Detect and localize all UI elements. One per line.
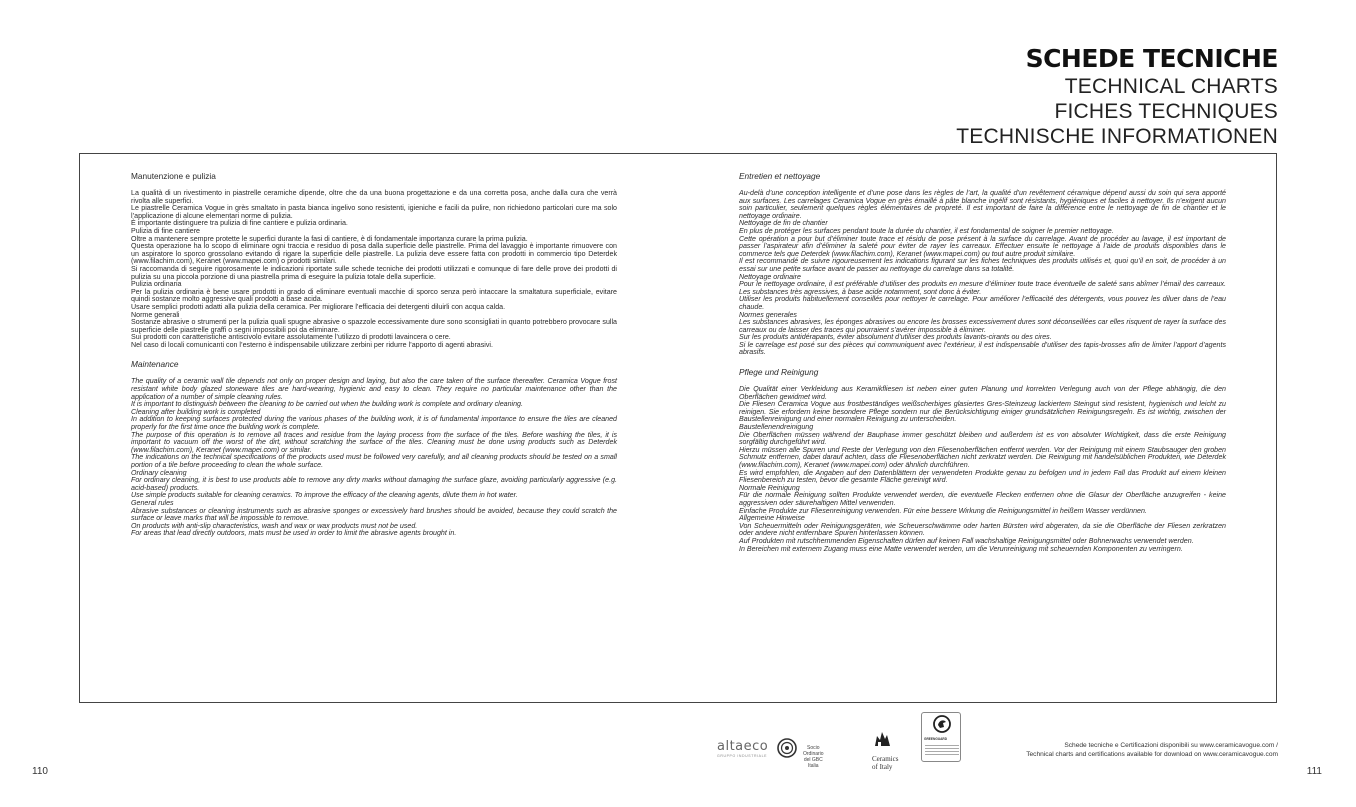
fr-intro: Au-delà d’une conception intelligente et d’une pose dans les règles de l’art, la qualité d’un revêtement céramique dépend aussi du soin qui sera apporté aux surfaces. Les carrelages Ceramica Vogue en grès émaillé à pâte blanche ingélif sont résistants, hygiéniques et faciles à nettoyer. Ils n’exigent aucun soin particulier, seulement quelques règles élémentaires de propreté. Il est important de faire la différence entre le nettoyage de fin de chantier et le nettoyage ordinaire. [739,189,1226,220]
footer-info-line1: Schede tecniche e Certificazioni disponibili su www.ceramicavogue.com / [1064,742,1278,749]
header-subtitle-en: TECHNICAL CHARTS [1064,75,1278,98]
left-column [131,171,617,538]
altaeco-sub: GRUPPO INDUSTRIALE [717,754,768,758]
de-s2-p2: Einfache Produkte zur Fliesenreinigung verwenden. Für eine bessere Wirkung die Reinigungsmittel in heißem Wasser verdünnen. [739,506,1147,515]
gbc-text-line1: Socio Ordinario [803,745,824,757]
footer-info-line2: Technical charts and certifications available for download on www.ceramicavogue.com [1026,750,1278,758]
de-intro2: Die Fliesen Ceramica Vogue aus frostbeständiges weißscherbiges glasiertes Gres-Steinzeug lackiertem Steingut sind resistent, hygienisch und leicht zu reinigen. Sie erfordern keine besondere Pflege sondern nur die Berücksichtigung einiger grundsätzlichen Reinigungsregeln. Es ist wichtig, zwischen der Baustellenreinigung und einer normalen Reinigung zu unterscheiden. [739,400,1226,424]
it-s2-p2: Usare semplici prodotti adatti alla pulizia della ceramica. Per migliorare l’efficacia dei detergenti diluirli con acqua calda. [131,302,506,311]
en-s1-p1: In addition to keeping surfaces protected during the various phases of the building work, it is of fundamental importance to ensure the tiles are cleaned properly for the first time once the building work is complete. [131,415,617,432]
it-s3-p3: Nel caso di locali comunicanti con l’esterno è indispensabile utilizzare zerbini per ridurre l’apporto di agenti abrasivi. [131,340,493,349]
en-s1-p2: The purpose of this operation is to remove all traces and residue from the laying process from the surface of the tiles. Before washing the tiles, it is important to vacuum off the worst of the dirt, without scratching the surface of the tiles. Cleaning must be done using products such as Deterdek (www.filachim.com), Keranet (www.mapei.com) or similar. [131,430,617,454]
right-column [739,171,1226,553]
en-s2-p2: Use simple products suitable for cleaning ceramics. To improve the efficacy of the cleaning agents, dilute them in hot water. [131,491,518,500]
heading-en: Maintenance [131,359,179,370]
de-s3-title: Allgemeine Hinweise [739,514,805,523]
en-s2-p1: For ordinary cleaning, it is best to use products able to remove any dirty marks without damaging the surface glaze, avoiding particularly aggressive (e.g. acid-based) products. [131,476,617,492]
en-s3-p1: Abrasive substances or cleaning instruments such as abrasive sponges or excessively hard brushes should be avoided, because they could scratch the surface or leave marks that will be impossible to remove. [131,506,617,523]
heading-it: Manutenzione e pulizia [131,171,216,181]
de-s1-title: Baustellenendreinigung [739,423,814,432]
greenguard-icon [922,713,962,735]
en-s1-title: Cleaning after building work is completed [131,407,261,416]
section-de [739,367,1226,553]
content-frame [79,153,1277,703]
fr-s1-p3: Il est recommandé de suivre rigoureusement les indications figurant sur les fiches techniques des produits utilisés et, quoi qu’il en soit, de procéder à un essai sur une petite surface avant de passer au nettoyage du carrelage dans sa totalité. [739,257,1226,273]
de-s2-p1: Für die normale Reinigung sollten Produkte verwendet werden, die eventuelle Flecken entfernen ohne die Glasur der Oberfläche anzugreifen - keine aggressiven oder säurehaltigen Mittel verwenden. [739,491,1226,507]
de-s3-p3: In Bereichen mit externem Zugang muss eine Matte verwendet werden, um die Verunreinigung mit scheuernden Komponenten zu verringern. [739,544,1183,553]
fr-s3-p3: Si le carrelage est posé sur des pièces qui communiquent avec l’extérieur, il est indispensable d’utiliser des tapis-brosses afin de limiter l’apport d’agents abrasifs. [739,340,1226,357]
header-subtitle-fr: FICHES TECHNIQUES [1054,100,1278,123]
en-s1-p3: The indications on the technical specifications of the products used must be followed very carefully, and all cleaning products should be tested on a small portion of a tile before proceeding to clean the whole surface. [131,453,617,469]
it-s3-p2: Sui prodotti con caratteristiche antiscivolo evitare assolutamente l’utilizzo di prodotti lavaincera o cere. [131,333,451,342]
fr-s3-p1: Les substances abrasives, les éponges abrasives ou encore les brosses excessivement dures sont déconseillées car elles risquent de rayer la surface des carreaux ou de laisser des traces qui pourraient s’avérer impossible à éliminer. [739,318,1226,334]
page-number-right: 111 [1306,766,1322,777]
section-en [131,359,617,537]
greenguard-badge [921,712,961,762]
gbc-text-line2: del GBC Italia [803,757,823,769]
de-s2-title: Normale Reinigung [739,483,800,492]
fr-s1-p1: En plus de protéger les surfaces pendant toute la durée du chantier, il est fondamental de soigner le premier nettoyage. [739,226,1114,235]
greenguard-fineprint [925,743,959,757]
section-fr [739,171,1226,357]
gbc-text [803,745,824,769]
fr-s1-p2: Cette opération a pour but d’éliminer toute trace et résidu de pose présent à la surface du carrelage. Avant de procéder au lavage, il est important de passer l’aspirateur afin d’éliminer la saleté pour éviter de rayer les carreaux. Effectuer ensuite le nettoyage à l’aide de produits disponibles dans le commerce tels que Deterdek (www.filachim.com), Keranet (www.mapei.com) ou tout autre produit similaire. [739,234,1226,258]
page-number-left: 110 [32,766,48,777]
fr-s2-p1: Pour le nettoyage ordinaire, il est préférable d’utiliser des produits en mesure d’éliminer toute trace éventuelle de saleté sans abîmer l’émail des carreaux. Les substances très agressives, à base acide notamment, sont donc à éviter. [739,280,1226,296]
it-s2-title: Pulizia ordinaria [131,280,182,289]
en-s3-p2: On products with anti-slip characteristics, wash and wax or wax products must not be used. [131,521,418,530]
de-s1-p2: Hierzu müssen alle Spuren und Reste der Verlegung von den Fliesenoberflächen entfernt werden. Vor der Reinigung mit einem Staubsauger den groben Schmutz entfernen, dabei darauf achten, dass die Fliesenoberflächen nicht zerkratzt werden. Die Reinigung mit handelsüblichen Produkten, wie Deterdek (www.filachim.com), Keranet (www.mapei.com) oder ähnlich durchführen. [739,445,1226,469]
de-s3-p1: Von Scheuermitteln oder Reinigungsgeräten, wie Scheuerschwämme oder harten Bürsten wird abgeraten, da sie die Oberfläche der Fliesen zerkratzen oder andere nicht entfernbare Spuren hinterlassen können. [739,521,1226,538]
de-s1-p1: Die Oberflächen müssen während der Bauphase immer geschützt bleiben und außerdem ist es von absoluter Wichtigkeit, dass die erste Reinigung sorgfältig durchgeführt wird. [739,430,1226,447]
gbc-italia-icon [777,738,797,758]
ceramics-of-italy-logo [872,730,898,771]
fr-s3-title: Normes generales [739,310,797,319]
ceramics-of-italy-icon [872,730,894,748]
it-s2-p1: Per la pulizia ordinaria è bene usare prodotti in grado di eliminare eventuali macchie di sporco senza però intaccare la smaltatura superficiale, evitare quindi sostanze molto aggressive quali prodotti a base acida. [131,287,617,304]
en-s3-p3: For areas that lead directly outdoors, mats must be used in order to limit the abrasive agents brought in. [131,529,457,538]
en-intro2: It is important to distinguish between the cleaning to be carried out when the building work is complete and ordinary cleaning. [131,400,523,409]
it-s1-p1: Oltre a mantenere sempre protette le superfici durante la fasi di cantiere, è di fondamentale importanza curare la prima pulizia. [131,234,528,243]
heading-de: Pflege und Reinigung [739,367,819,378]
de-s3-p2: Auf Produkten mit rutschhemmenden Eigenschaften dürfen auf keinen Fall wachshaltige Reinigungsmittel oder Bohnerwachs verwendet werden. [739,536,1194,545]
header-subtitle-de: TECHNISCHE INFORMATIONEN [956,125,1278,148]
it-s1-p2: Questa operazione ha lo scopo di eliminare ogni traccia e residuo di posa dalla superficie delle piastrelle. Prima del lavaggio è importante rimuovere con un aspiratore lo sporco grossolano evitando di rigare la superficie delle piastrelle. La pulizia deve essere fatta con prodotti in commercio tipo Deterdek (www.filachim.com), Keranet (www.mapei.com) o prodotti similari. [131,242,617,266]
greenguard-label: GREENGUARD [924,737,948,741]
altaeco-name: altaeco [717,739,769,754]
fr-s3-p2: Sur les produits antidérapants, éviter absolument d’utiliser des produits lavants-cirants ou des cires. [739,333,1052,342]
fr-s2-p2: Utiliser les produits habituellement conseillés pour nettoyer le carrelage. Pour améliorer l’efficacité des détergents, vous pouvez les diluer dans de l’eau chaude. [739,295,1226,311]
footer-info [1026,742,1278,759]
it-s1-title: Pulizia di fine cantiere [131,226,201,235]
de-s1-p3: Es wird empfohlen, die Angaben auf den Datenblättern der verwendeten Produkte genau zu befolgen und in jedem Fall das Produkt auf einem kleinen Fliesenbereich zu testen, bevor die gesamte Fläche gereinigt wird. [739,468,1226,485]
it-s1-p3: Si raccomanda di seguire rigorosamente le indicazioni riportate sulle schede tecniche dei prodotti utilizzati e comunque di fare delle prove dei prodotti di pulizia su una piccola porzione di una piastrella prima di eseguire la pulizia totale della superficie. [131,264,617,281]
it-s3-title: Norme generali [131,310,180,319]
heading-fr: Entretien et nettoyage [739,171,821,181]
it-intro3: È importante distinguere tra pulizia di fine cantiere e pulizia ordinaria. [131,219,348,228]
coi-text: Ceramics of Italy [872,755,899,771]
en-intro: The quality of a ceramic wall tile depends not only on proper design and laying, but also the care taken of the surface thereafter. Ceramica Vogue frost resistant white body glazed stoneware tiles are hard-wearing, hygienic and easy to clean. They require no particular maintenance other than the application of a number of simple cleaning rules. [131,377,617,401]
page-header [956,44,1278,149]
fr-s2-title: Nettoyage ordinaire [739,272,801,281]
it-s3-p1: Sostanze abrasive o strumenti per la pulizia quali spugne abrasive o spazzole eccessivamente dure sono sconsigliati in quanto potrebbero provocare sulla superficie delle piastrelle graffi o segni impossibili poi da eliminare. [131,318,617,334]
en-s2-title: Ordinary cleaning [131,468,187,477]
section-it [131,171,617,349]
en-s3-title: General rules [131,498,174,507]
altaeco-logo [717,739,768,758]
it-intro: La qualità di un rivestimento in piastrelle ceramiche dipende, oltre che da una buona progettazione e da una corretta posa, anche dalla cura che verrà rivolta alle superfici. [131,189,617,205]
header-title: SCHEDE TECNICHE [1025,44,1278,73]
de-intro: Die Qualität einer Verkleidung aus Keramikfliesen ist neben einer guten Planung und korrekten Verlegung auch von der Pflege abhängig, die den Oberflächen gewidmet wird. [739,385,1226,401]
it-intro2: Le piastrelle Ceramica Vogue in grès smaltato in pasta bianca ingelivo sono resistenti, igieniche e facili da pulire, non richiedono particolari cure ma solo l’applicazione di alcune elementari norme di pulizia. [131,204,617,220]
fr-s1-title: Nettoyage de fin de chantier [739,219,828,228]
